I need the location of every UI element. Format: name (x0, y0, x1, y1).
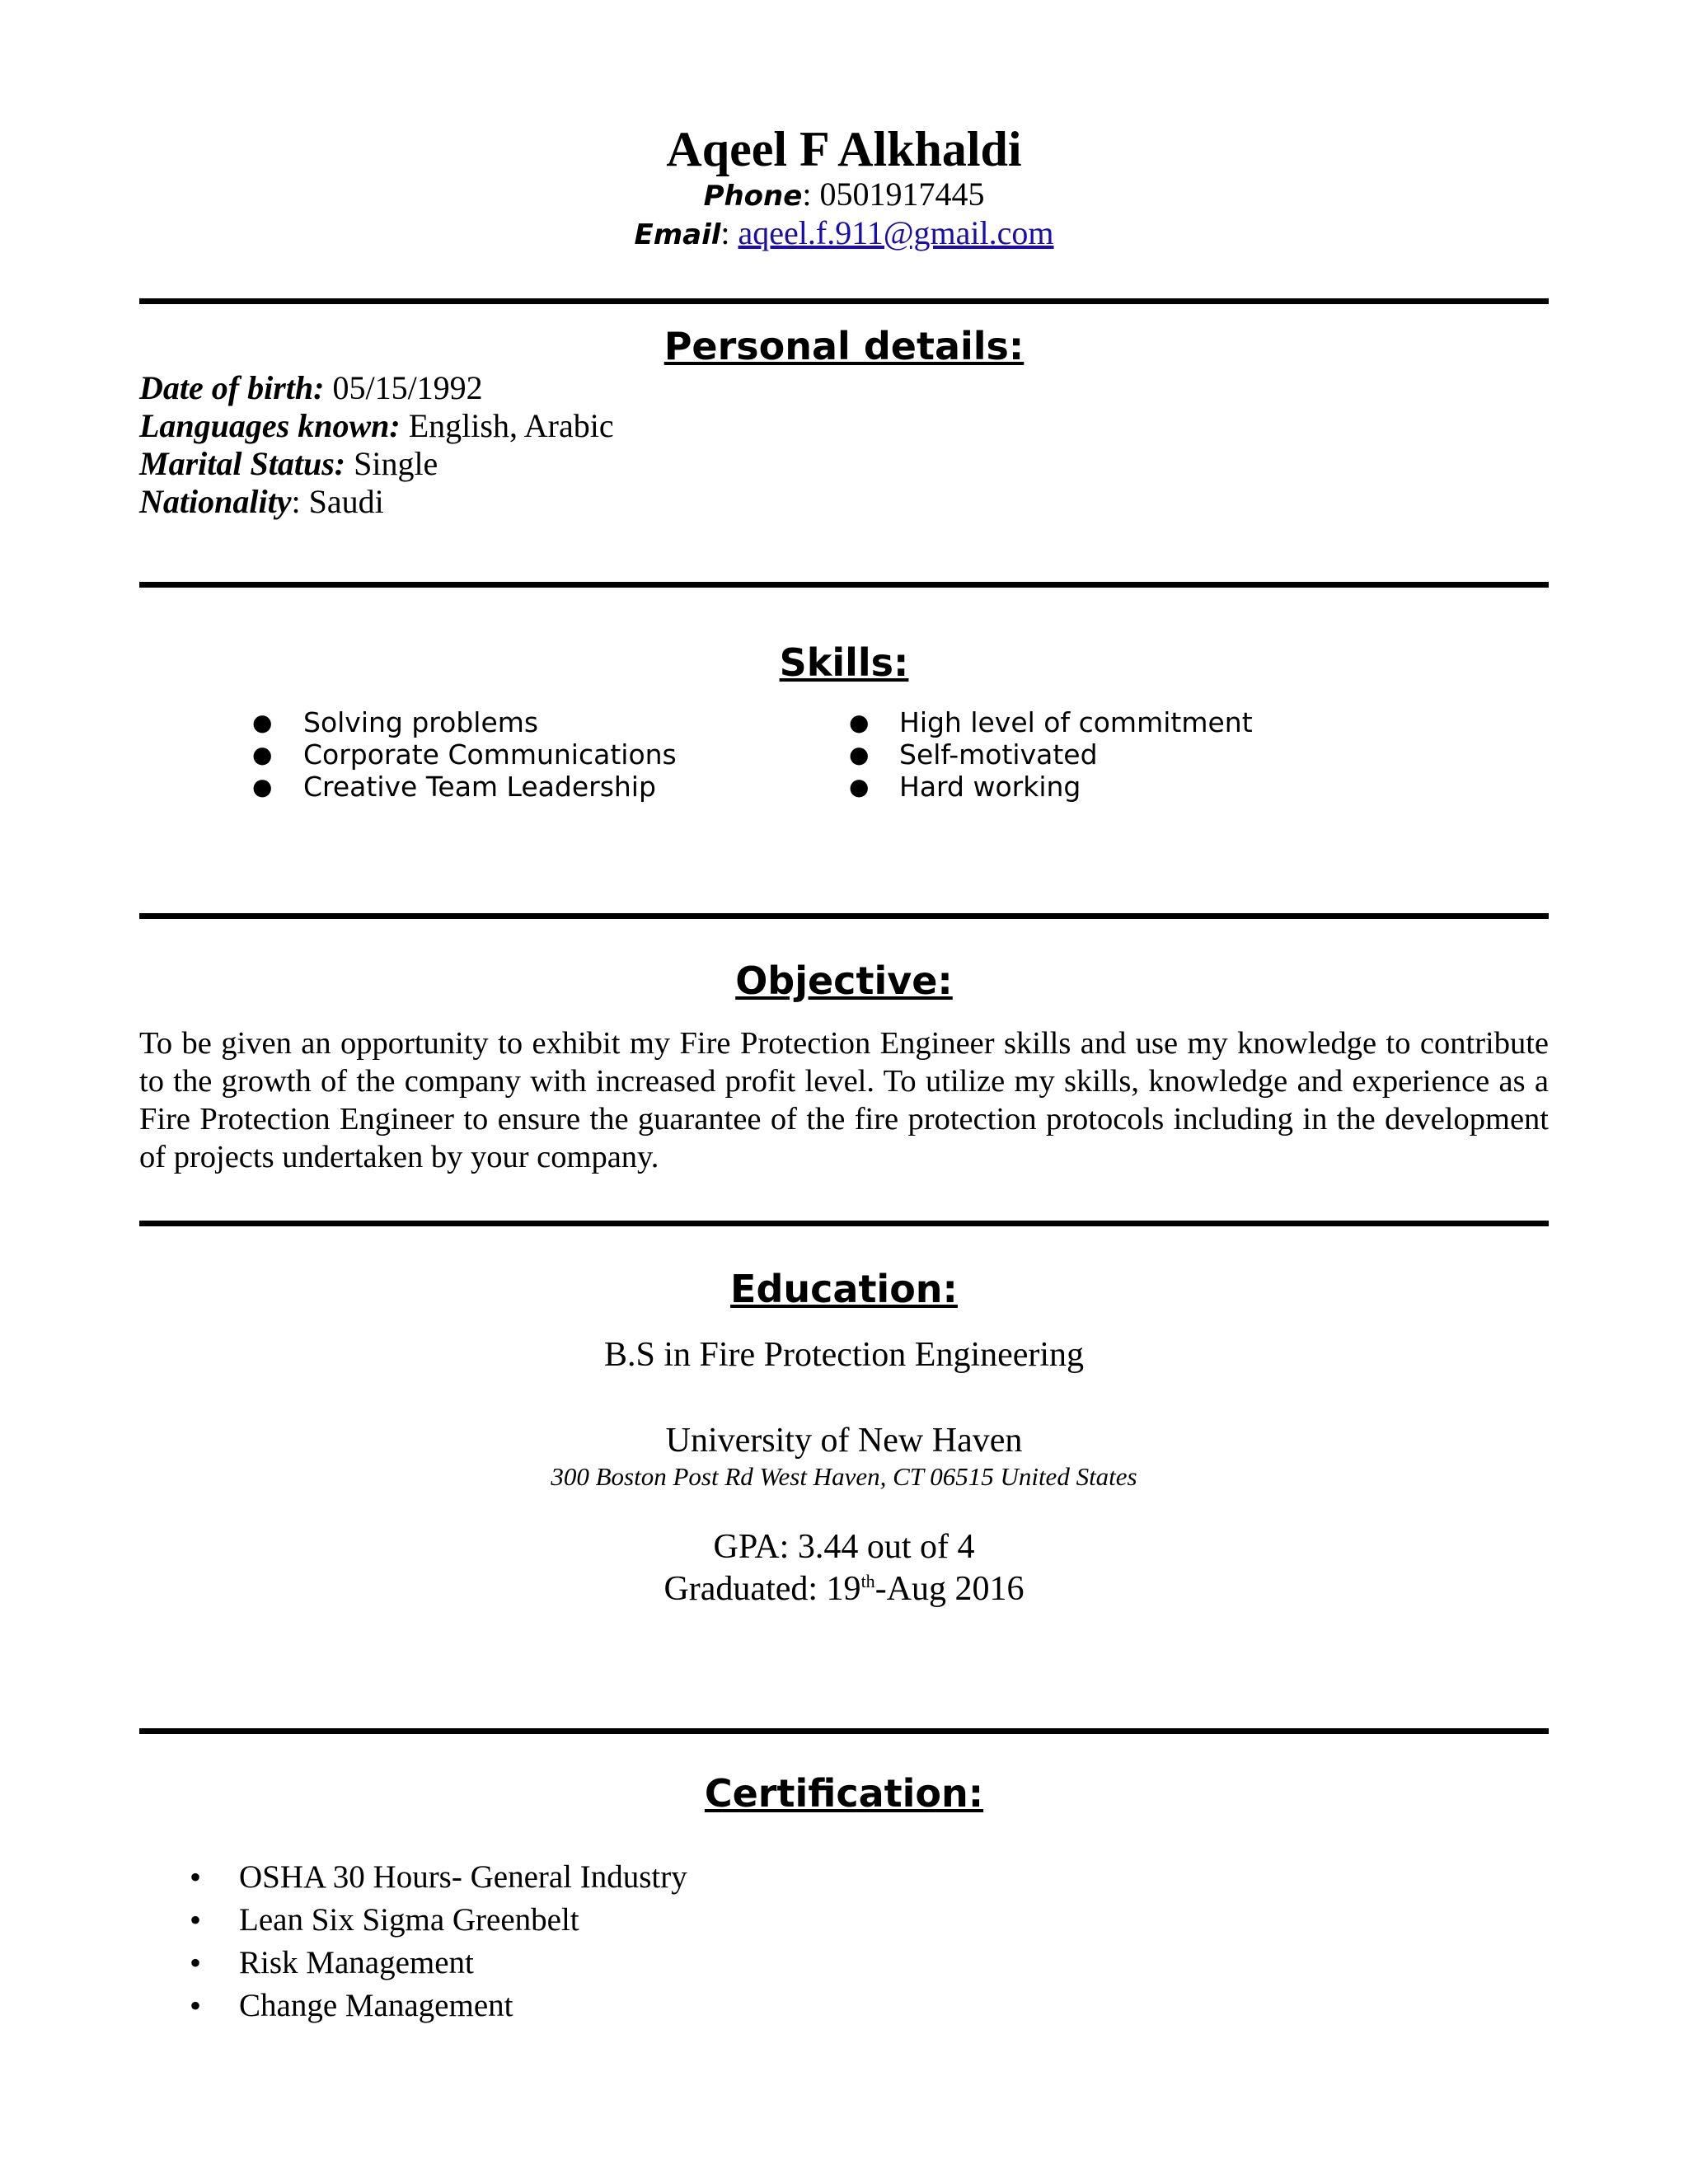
certification-item: Lean Six Sigma Greenbelt (239, 1902, 579, 1938)
bullet-dot: ● (849, 741, 870, 768)
skill-item: Creative Team Leadership (303, 771, 656, 803)
bullet-dot: • (190, 1944, 202, 1981)
languages-line (139, 407, 614, 445)
skill-item: High level of commitment (899, 706, 1253, 738)
certification-item: Change Management (239, 1988, 513, 2023)
personal-details-heading: Personal details: (663, 324, 1025, 368)
bullet-dot: • (190, 1987, 202, 2024)
university-name: University of New Haven (665, 1422, 1023, 1460)
section-divider (139, 1728, 1549, 1734)
email-line: Email: aqeel.f.911@gmail.com (634, 214, 1054, 251)
university-address: 300 Boston Post Rd West Haven, CT 06515 United States (551, 1462, 1137, 1491)
graduation-suffix: -Aug 2016 (874, 1570, 1025, 1608)
section-divider (139, 582, 1549, 588)
bullet-dot: ● (252, 709, 273, 736)
skill-item: Hard working (899, 771, 1081, 803)
graduation-date (0, 1568, 1688, 1610)
objective-text: To be given an opportunity to exhibit my Fire Protection Engineer skills and use my knowledge to contribute to the growth of the company with increased profit level. To utilize my skills, knowledge and experience as a Fire Protection Engineer to ensure the guarantee of the fire protection protocols including in the development of projects undertaken by your company. (139, 1026, 1549, 1174)
graduation-ordinal: th (860, 1571, 875, 1591)
nationality-label: Nationality (139, 483, 292, 520)
graduation-prefix: Graduated: 19 (663, 1570, 861, 1608)
section-divider (139, 1221, 1549, 1226)
email-label: Email (634, 218, 721, 251)
certification-heading: Certification: (704, 1771, 984, 1816)
marital-line (139, 445, 438, 483)
nationality-value: Saudi (308, 483, 384, 520)
skill-item: Solving problems (303, 706, 539, 738)
skills-heading: Skills: (779, 640, 909, 685)
candidate-name: Aqeel F Alkhaldi (666, 122, 1022, 176)
marital-label: Marital Status: (139, 445, 346, 482)
phone-line: Phone: 0501917445 (703, 176, 985, 213)
skill-item: Self-motivated (899, 738, 1098, 771)
bullet-dot: • (190, 1858, 202, 1896)
bullet-dot: • (190, 1901, 202, 1938)
education-heading: Education: (730, 1267, 958, 1311)
certification-item: Risk Management (239, 1945, 474, 1980)
skill-item: Corporate Communications (303, 738, 677, 771)
marital-value: Single (354, 445, 438, 482)
degree: B.S in Fire Protection Engineering (603, 1336, 1085, 1374)
bullet-dot: ● (252, 773, 273, 800)
dob-value: 05/15/1992 (332, 369, 483, 406)
section-divider (139, 298, 1549, 304)
dob-label: Date of birth (139, 369, 314, 406)
objective-heading: Objective: (735, 958, 953, 1003)
nationality-line: Nationality: Saudi (139, 483, 384, 520)
bullet-dot: ● (849, 773, 870, 800)
certification-item: OSHA 30 Hours- General Industry (239, 1859, 687, 1895)
email-link[interactable]: aqeel.f.911@gmail.com (738, 214, 1054, 251)
bullet-dot: ● (252, 741, 273, 768)
section-divider (139, 913, 1549, 919)
gpa: GPA: 3.44 out of 4 (713, 1528, 975, 1566)
phone-label: Phone (703, 180, 803, 213)
phone-value: 0501917445 (819, 176, 985, 213)
bullet-dot: ● (849, 709, 870, 736)
languages-value: English, Arabic (408, 407, 614, 444)
languages-label: Languages known: (139, 407, 401, 444)
dob-line: Date of birth: 05/15/1992 (139, 369, 483, 406)
